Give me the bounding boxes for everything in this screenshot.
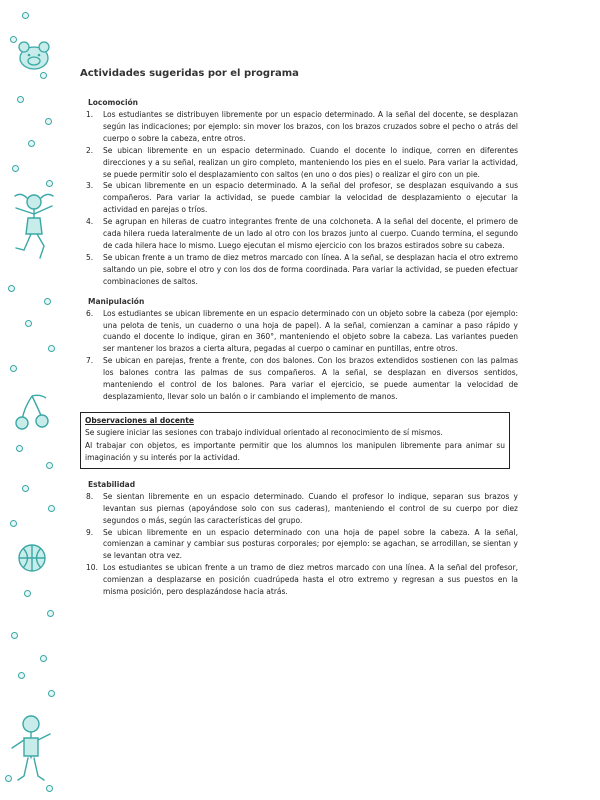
decorative-dot bbox=[22, 12, 29, 19]
list-item bbox=[80, 355, 518, 403]
item-text: Se ubican libremente en un espacio determinado. A la señal del profesor, se desplazan esquivando a sus compañeros. Para variar la actividad, se puede cambiar la velocidad de desplazamiento o ejecutar la actividad en parejas o tríos. bbox=[103, 181, 518, 215]
decorative-dot bbox=[28, 140, 35, 147]
section-manipulacion bbox=[80, 297, 518, 403]
item-number: 5. bbox=[86, 252, 94, 262]
decorative-dot bbox=[10, 520, 17, 527]
decorative-dot bbox=[46, 462, 53, 469]
item-number: 8. bbox=[86, 491, 94, 501]
item-number: 3. bbox=[86, 181, 94, 191]
decorative-dot bbox=[44, 298, 51, 305]
decorative-dot bbox=[18, 672, 25, 679]
section-title: Estabilidad bbox=[88, 479, 136, 489]
item-number: 2. bbox=[86, 145, 94, 155]
item-text: Se agrupan en hileras de cuatro integrantes frente de una colchoneta. A la señal del docente, el primero de cada hilera rueda lateralmente de un lado al otro con los brazos junto al cuerpo. Cuando termina, el segundo de cada hilera hace lo mismo. Luego ejecutan el mismo ejercicio con los brazos estirados sobre su cabeza. bbox=[103, 217, 518, 250]
decorative-dot bbox=[22, 485, 29, 492]
observations-paragraph: Al trabajar con objetos, es importante permitir que los alumnos los manipulen libremente para animar su imaginación y su interés por la actividad. bbox=[85, 440, 505, 463]
decorative-dot bbox=[48, 345, 55, 352]
section-estabilidad bbox=[80, 480, 518, 598]
decorative-dot bbox=[11, 632, 18, 639]
section-title: Locomoción bbox=[88, 98, 139, 107]
item-text: Los estudiantes se ubican libremente en un espacio determinado con un objeto sobre la cabeza (por ejemplo: una pelota de tenis, un cuaderno o una hoja de papel). A la señal, comienzan a caminar a paso rápido y cuando el docente lo indique, giran en 360°, manteniendo el objeto sobre la cabeza. Las variantes pueden ser mantener los brazos a cierta altura, pegadas al cuerpo o caminar en puntillas, entre otros. bbox=[103, 308, 518, 354]
item-text: Se ubican frente a un tramo de diez metros marcado con línea. A la señal, se desplazan hacia el otro extremo saltando un pie, sobre el otro y con los dos de forma coordinada. Para variar la actividad, se pueden efectuar combinaciones de saltos. bbox=[103, 252, 518, 286]
list-item bbox=[80, 216, 518, 252]
list-item bbox=[80, 491, 518, 527]
page-title: Actividades sugeridas por el programa bbox=[80, 68, 299, 79]
item-number: 1. bbox=[86, 110, 94, 119]
cherries-icon bbox=[10, 392, 54, 432]
item-number: 4. bbox=[86, 217, 94, 227]
section-locomocion bbox=[80, 98, 518, 288]
ball-icon bbox=[14, 540, 50, 576]
teddy-bear-icon bbox=[12, 38, 56, 74]
decorative-dot bbox=[40, 655, 47, 662]
item-text: Los estudiantes se distribuyen libremente por un espacio determinado. A la señal del docente, se desplazan según las indicaciones; por ejemplo: sin mover los brazos, con los brazos cruzados sobre el pecho o atrás del cuerpo o sobre la cabeza, entre otros. bbox=[103, 110, 518, 143]
decorative-dot bbox=[48, 690, 55, 697]
list-item bbox=[80, 145, 518, 181]
decorative-sidebar bbox=[0, 0, 75, 800]
boy-child-icon bbox=[6, 712, 56, 792]
section-title: Manipulación bbox=[88, 296, 145, 306]
item-text: Se ubican en parejas, frente a frente, con dos balones. Con los brazos extendidos sostienen con las palmas los balones contra las palmas de sus compañeros. A la señal, se desplazan en diversos sentidos, manteniendo el control de los balones. Para variar el ejercicio, se puede aumentar la velocidad de desplazamiento, llevar solo un balón o ir cambiando el implemento de manos. bbox=[103, 356, 518, 401]
list-item bbox=[80, 252, 518, 288]
decorative-dot bbox=[24, 590, 31, 597]
list-item bbox=[80, 180, 518, 216]
decorative-dot bbox=[12, 165, 19, 172]
jumping-girl-icon bbox=[4, 188, 60, 268]
observations-title: Observaciones al docente bbox=[85, 415, 194, 425]
item-number: 6. bbox=[86, 308, 94, 318]
item-text: Se ubican libremente en un espacio determinado con una hoja de papel sobre la cabeza. A la señal, comienzan a caminar y cambiar sus posturas corporales; por ejemplo: se agachan, se arrodillan, se sientan y se levantan otra vez. bbox=[103, 527, 518, 561]
list-item bbox=[80, 562, 518, 598]
list-item bbox=[80, 109, 518, 145]
item-text: Se ubican libremente en un espacio determinado. Cuando el docente lo indique, corren en diferentes direcciones y a su señal, realizan un giro completo, manteniendo los pies en el suelo. Para variar la actividad, se puede permitir solo el desplazamiento con saltos (en uno o dos pies) o realizar el giro con un pie. bbox=[103, 145, 518, 179]
observations-paragraph: Se sugiere iniciar las sesiones con trabajo individual orientado al reconocimiento de sí mismos. bbox=[85, 428, 443, 438]
item-number: 10. bbox=[86, 563, 98, 573]
decorative-dot bbox=[47, 610, 54, 617]
decorative-dot bbox=[10, 365, 17, 372]
decorative-dot bbox=[48, 505, 55, 512]
list-item bbox=[80, 308, 518, 356]
observations-box bbox=[80, 412, 510, 469]
decorative-dot bbox=[45, 118, 52, 125]
document-page bbox=[80, 68, 518, 607]
decorative-dot bbox=[8, 285, 15, 292]
decorative-dot bbox=[17, 96, 24, 103]
item-text: Los estudiantes se ubican frente a un tramo de diez metros marcado con una línea. A la señal del profesor, comienzan a desplazarse en posición cuadrúpeda hasta el otro extremo y regresan a sus puestos en la misma posición, pero desplazándose hacia atrás. bbox=[103, 563, 518, 597]
item-number: 7. bbox=[86, 356, 94, 366]
list-item bbox=[80, 527, 518, 563]
decorative-dot bbox=[25, 320, 32, 327]
decorative-dot bbox=[16, 445, 23, 452]
decorative-dot bbox=[46, 180, 53, 187]
item-text: Se sientan libremente en un espacio determinado. Cuando el profesor lo indique, separan sus brazos y levantan sus piernas (apoyándose solo con sus caderas), manteniendo el control de su cuerpo por diez segundos o más, según las características del grupo. bbox=[103, 491, 518, 525]
item-number: 9. bbox=[86, 527, 94, 537]
